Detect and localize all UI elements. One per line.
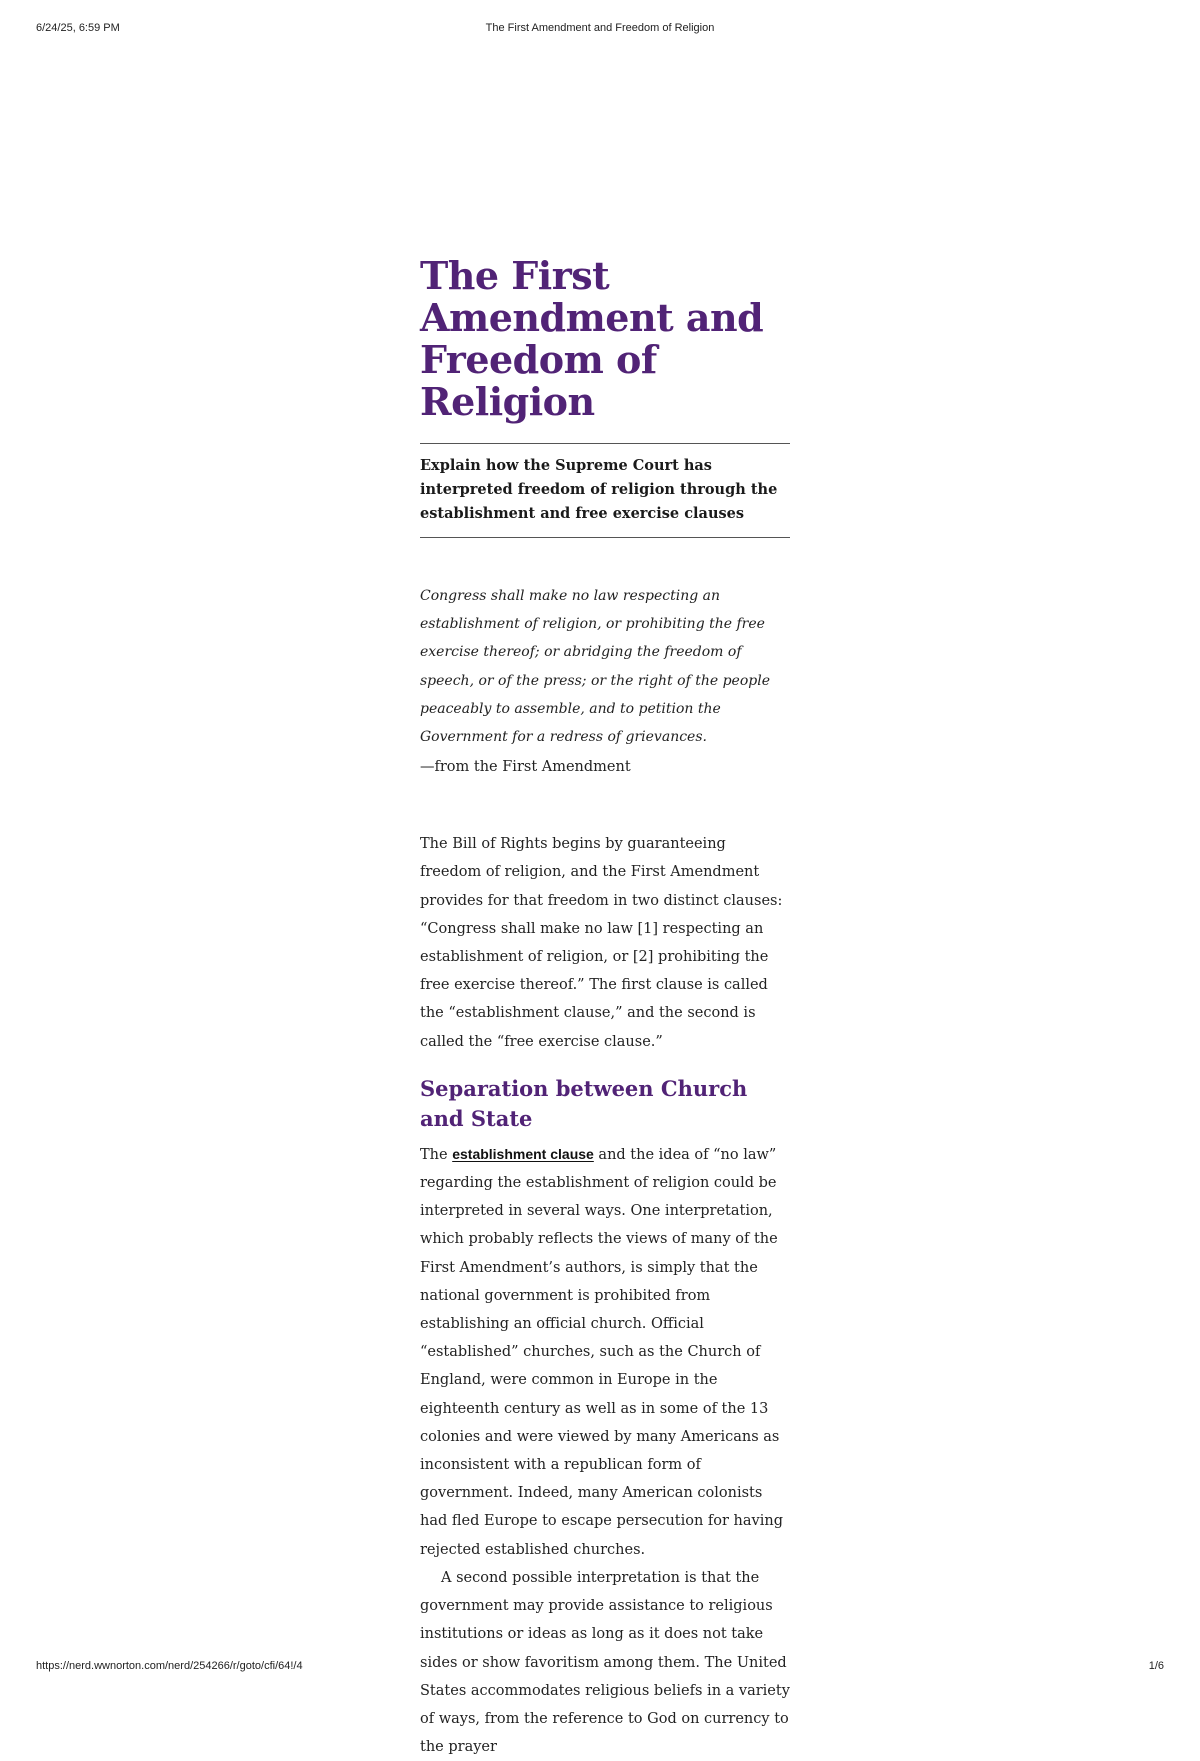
title-line: The First — [420, 253, 610, 298]
print-footer — [36, 1660, 1164, 1676]
epigraph-source: —from the First Amendment — [420, 759, 631, 776]
print-page-number: 1/6 — [1148, 1660, 1164, 1672]
print-page-title: The First Amendment and Freedom of Religion — [485, 22, 715, 34]
section-paragraph: A second possible interpretation is that the government may provide assistance to religious institutions or ideas as long as it does not take sides or show favoritism among them. The United States accommodates religious beliefs in a variety of ways, from the reference to God on currency to the prayer — [420, 1569, 790, 1756]
title-line: Religion — [420, 379, 595, 424]
glossary-term-link[interactable]: establishment clause — [452, 1145, 594, 1162]
intro-paragraph: The Bill of Rights begins by guaranteeing freedom of religion, and the First Amendment provides for that freedom in two distinct clauses: “Congress shall make no law [1] respecting an establishment of religion, or [2] prohibiting the free exercise thereof.” The first clause is called the “establishment clause,” and the second is called the “free exercise clause.” — [420, 836, 783, 1050]
epigraph-quote: Congress shall make no law respecting an establishment of religion, or prohibiting the free exercise thereof; or abridging the freedom of speech, or of the press; or the right of the people peaceably to assemble, and to petition the Government for a redress of grievances. — [420, 588, 770, 746]
print-header — [36, 22, 1164, 38]
learning-objective: Explain how the Supreme Court has interpreted freedom of religion through the establishment and free exercise clauses — [420, 443, 790, 538]
paragraph-text: and the idea of “no law” regarding the establishment of religion could be interpreted in several ways. One interpretation, which probably reflects the views of many of the First Amendment’s authors, is simply that the national government is prohibited from establishing an official church. Official “established” churches, such as the Church of England, were common in Europe in the eighteenth century as well as in some of the 13 colonies and were viewed by many Americans as inconsistent with a republican form of government. Indeed, many American colonists had fled Europe to escape persecution for having rejected established churches. — [420, 1146, 783, 1558]
section-heading: Separation between Church and State — [420, 1075, 748, 1131]
title-line: Amendment and — [420, 295, 764, 340]
article — [420, 255, 790, 1761]
print-datetime: 6/24/25, 6:59 PM — [36, 22, 120, 34]
section-paragraph — [420, 1140, 790, 1564]
print-url: https://nerd.wwnorton.com/nerd/254266/r/goto/cfi/64!/4 — [36, 1660, 303, 1672]
article-title — [420, 255, 790, 423]
paragraph-lead: The — [420, 1146, 453, 1163]
title-line: Freedom of — [420, 337, 657, 382]
